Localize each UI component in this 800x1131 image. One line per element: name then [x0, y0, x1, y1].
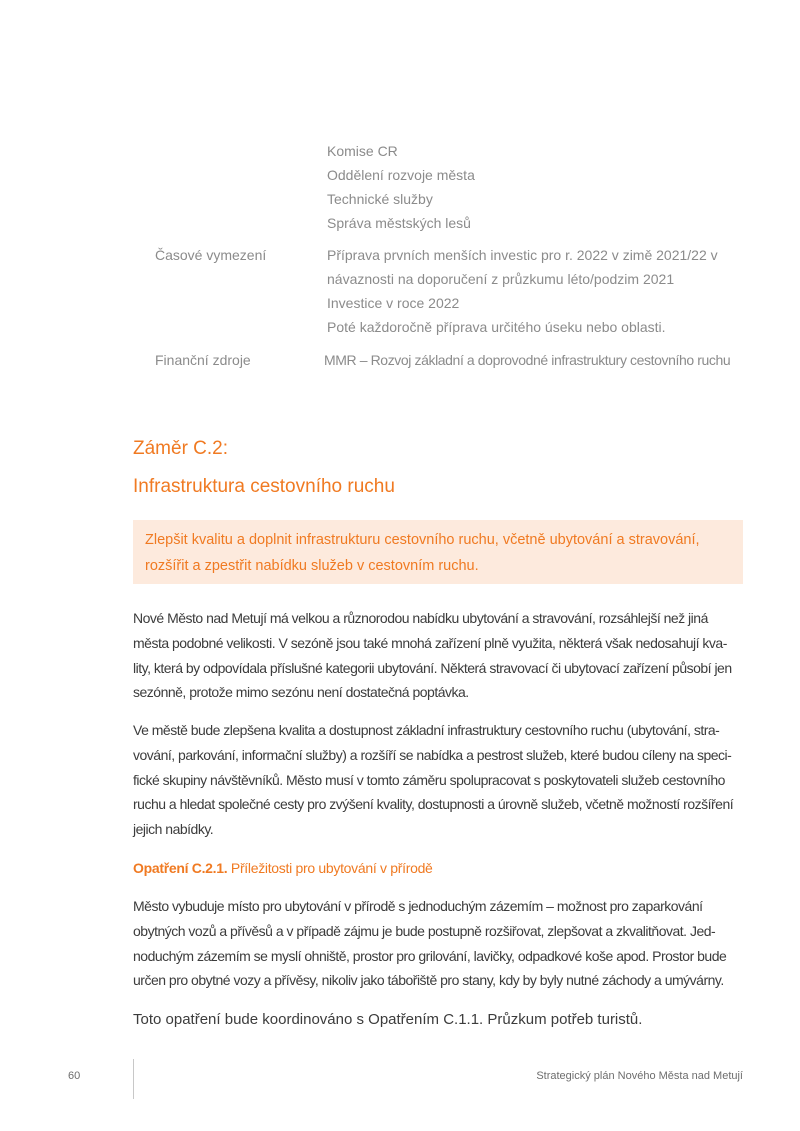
timing-line: návaznosti na doporučení z průzkumu léto/podzim 2021: [327, 271, 675, 287]
goal-line: rozšířit a zpestřit nabídku služeb v cestovním ruchu.: [145, 558, 479, 574]
paragraph-line: určen pro obytné vozy a přívěsy, nikoliv jako tábořiště pro stany, kdy by byly nutné záchody a umývárny.: [133, 972, 724, 989]
measure-code: Opatření C.2.1.: [133, 860, 228, 876]
footer-divider: [133, 1059, 134, 1099]
paragraph-plan: [133, 718, 743, 842]
timing-line: Investice v roce 2022: [327, 295, 460, 311]
paragraph-line: Ve městě bude zlepšena kvalita a dostupnost základní infrastruktury cestovního ruchu (ubytování, stra-: [133, 722, 720, 738]
timing-line: Příprava prvních menších investic pro r. 2022 v zimě 2021/22 v: [327, 247, 718, 263]
paragraph-line: Nové Město nad Metují má velkou a různorodou nabídku ubytování a stravování, rozsáhlejší než jiná: [133, 610, 708, 626]
paragraph-line: fické skupiny návštěvníků. Město musí v tomto záměru spolupracovat s poskytovateli služeb cestovního: [133, 771, 725, 788]
closing-sentence: Toto opatření bude koordinováno s Opatřením C.1.1. Průzkum potřeb turistů.: [133, 1011, 643, 1028]
paragraph-line: města podobné velikosti. V sezóně jsou také mnohá zařízení plně využita, některá však nedosahují kva-: [133, 634, 727, 651]
goal-line: Zlepšit kvalitu a doplnit infrastrukturu cestovního ruchu, včetně ubytování a stravování,: [145, 532, 700, 548]
paragraph-line: Město vybuduje místo pro ubytování v přírodě s jednoduchým zázemím – možnost pro zaparkování: [133, 898, 703, 914]
responsible-item: Oddělení rozvoje města: [327, 167, 475, 183]
measure-heading: [133, 856, 433, 880]
section-heading-title: Infrastruktura cestovního ruchu: [133, 476, 395, 497]
paragraph-intro: [133, 606, 743, 705]
page-number: 60: [68, 1070, 81, 1082]
responsible-list: [327, 139, 475, 235]
paragraph-line: jejich nabídky.: [133, 821, 214, 838]
timing-value: [327, 243, 718, 339]
paragraph-line: obytných vozů a přívěsů a v případě zájmu je bude postupně rozšiřovat, zlepšovat a zkvalitňovat. Jed-: [133, 922, 716, 939]
paragraph-line: noduchým zázemím se myslí ohniště, prostor pro grilování, lavičky, odpadkové koše apod. Prostor bude: [133, 947, 727, 964]
section-heading: [133, 430, 395, 506]
responsible-item: Technické služby: [327, 191, 433, 207]
responsible-item: Komise CR: [327, 143, 398, 159]
footer-document-title: Strategický plán Nového Města nad Metují: [536, 1070, 743, 1082]
section-heading-code: Záměr C.2:: [133, 438, 229, 459]
paragraph-line: sezónně, protože mimo sezónu není dostatečná poptávka.: [133, 684, 469, 701]
funding-value: MMR – Rozvoj základní a doprovodné infrastruktury cestovního ruchu: [324, 352, 731, 368]
timing-label: Časové vymezení: [155, 247, 267, 263]
responsible-item: Správa městských lesů: [327, 215, 471, 231]
paragraph-measure: [133, 894, 743, 993]
paragraph-line: ruchu a hledat společné cesty pro zvýšení kvality, dostupnosti a úrovně služeb, včetně možností rozšíření: [133, 796, 734, 813]
paragraph-line: lity, která by odpovídala příslušné kategorii ubytování. Některá stravovací či ubytovací zařízení působí jen: [133, 659, 732, 676]
funding-label: Finanční zdroje: [155, 352, 251, 368]
timing-line: Poté každoročně příprava určitého úseku nebo oblasti.: [327, 319, 666, 335]
measure-title: Příležitosti pro ubytování v přírodě: [230, 860, 433, 876]
paragraph-line: vování, parkování, informační služby) a rozšíří se nabídka a pestrost služeb, které budou cíleny na speci-: [133, 746, 732, 763]
goal-highlight-box: [133, 520, 743, 584]
